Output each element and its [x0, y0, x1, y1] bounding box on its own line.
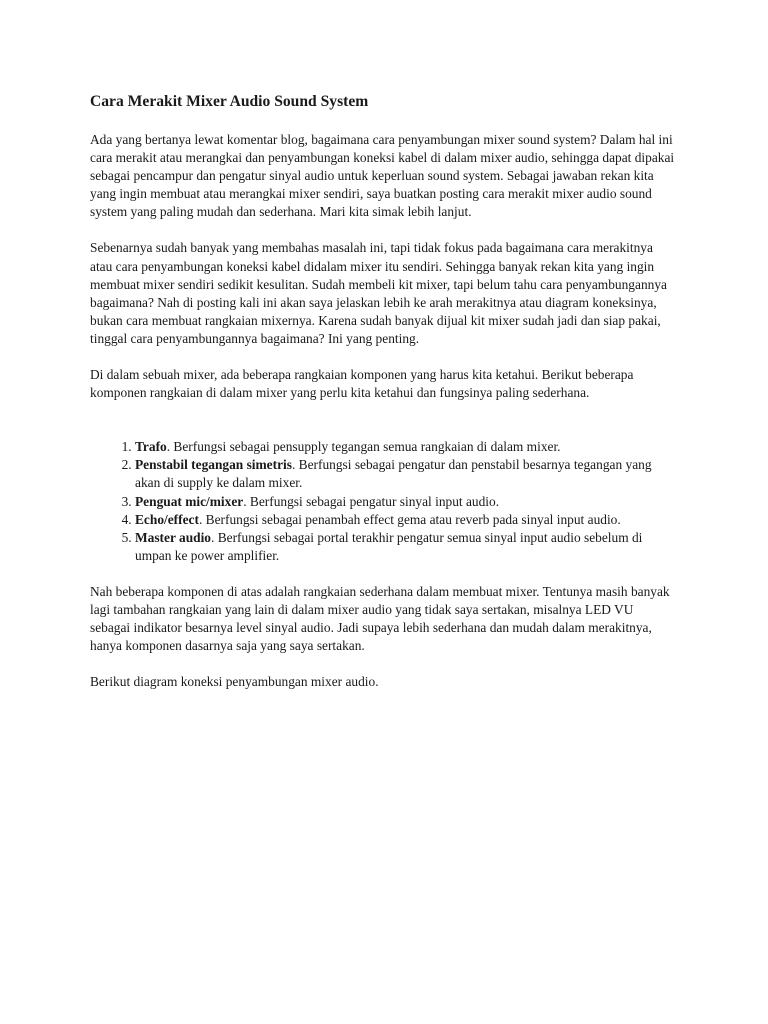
list-item [135, 511, 676, 529]
components-list [90, 438, 676, 565]
component-term: Penguat mic/mixer [135, 493, 244, 509]
list-item [135, 456, 676, 492]
component-term: Master audio [135, 529, 212, 545]
paragraph-diagram-intro: Berikut diagram koneksi penyambungan mixer audio. [90, 674, 379, 690]
component-desc: . Berfungsi sebagai portal terakhir pengatur semua sinyal input audio sebelum di umpan ke power amplifier. [135, 529, 643, 563]
component-term: Penstabil tegangan simetris [135, 457, 292, 473]
component-desc: . Berfungsi sebagai pengatur sinyal input audio. [243, 493, 500, 509]
component-desc: . Berfungsi sebagai penambah effect gema atau reverb pada sinyal input audio. [198, 511, 621, 527]
document-page [90, 92, 676, 709]
list-item [135, 529, 676, 565]
paragraph-summary: Nah beberapa komponen di atas adalah rangkaian sederhana dalam membuat mixer. Tentunya masih banyak lagi tambahan rangkaian yang lain di dalam mixer audio yang tidak saya sertakan, misalnya LED VU sebagai indikator besarnya level sinyal audio. Jadi supaya lebih sederhana dan mudah dalam merakitnya, hanya komponen dasarnya saja yang saya sertakan. [90, 583, 670, 654]
component-term: Echo/effect [135, 511, 199, 527]
list-item [135, 493, 676, 511]
component-desc: . Berfungsi sebagai pensupply tegangan semua rangkaian di dalam mixer. [166, 439, 561, 455]
list-item [135, 438, 676, 456]
component-term: Trafo [135, 439, 167, 455]
component-desc: . Berfungsi sebagai pengatur dan penstabil besarnya tegangan yang akan di supply ke dalam mixer. [135, 457, 652, 491]
paragraph-intro: Ada yang bertanya lewat komentar blog, bagaimana cara penyambungan mixer sound system? Dalam hal ini cara merakit atau merangkai dan penyambungan koneksi kabel di dalam mixer audio, sehingga dapat dipakai sebagai pencampur dan pengatur sinyal audio untuk keperluan sound system. Sebagai jawaban rekan kita yang ingin membuat atau merangkai mixer sendiri, saya buatkan posting cara merakit mixer audio sound system yang paling mudah dan sederhana. Mari kita simak lebih lanjut. [90, 132, 675, 220]
paragraph-background: Sebenarnya sudah banyak yang membahas masalah ini, tapi tidak fokus pada bagaimana cara merakitnya atau cara penyambungan koneksi kabel didalam mixer itu sendiri. Sehingga banyak rekan kita yang ingin membuat mixer sendiri sedikit kesulitan. Sudah membeli kit mixer, tapi belum tahu cara penyambungannya bagaimana? Nah di posting kali ini akan saya jelaskan lebih ke arah merakitnya atau diagram koneksinya, bukan cara membuat rangkaian mixernya. Karena sudah banyak dijual kit mixer sudah jadi dan siap pakai, tinggal cara penyambungannya bagaimana? Ini yang penting. [90, 240, 667, 346]
paragraph-components-intro: Di dalam sebuah mixer, ada beberapa rangkaian komponen yang harus kita ketahui. Berikut beberapa komponen rangkaian di dalam mixer yang perlu kita ketahui dan fungsinya paling sederhana. [90, 367, 634, 401]
document-title: Cara Merakit Mixer Audio Sound System [90, 93, 369, 110]
